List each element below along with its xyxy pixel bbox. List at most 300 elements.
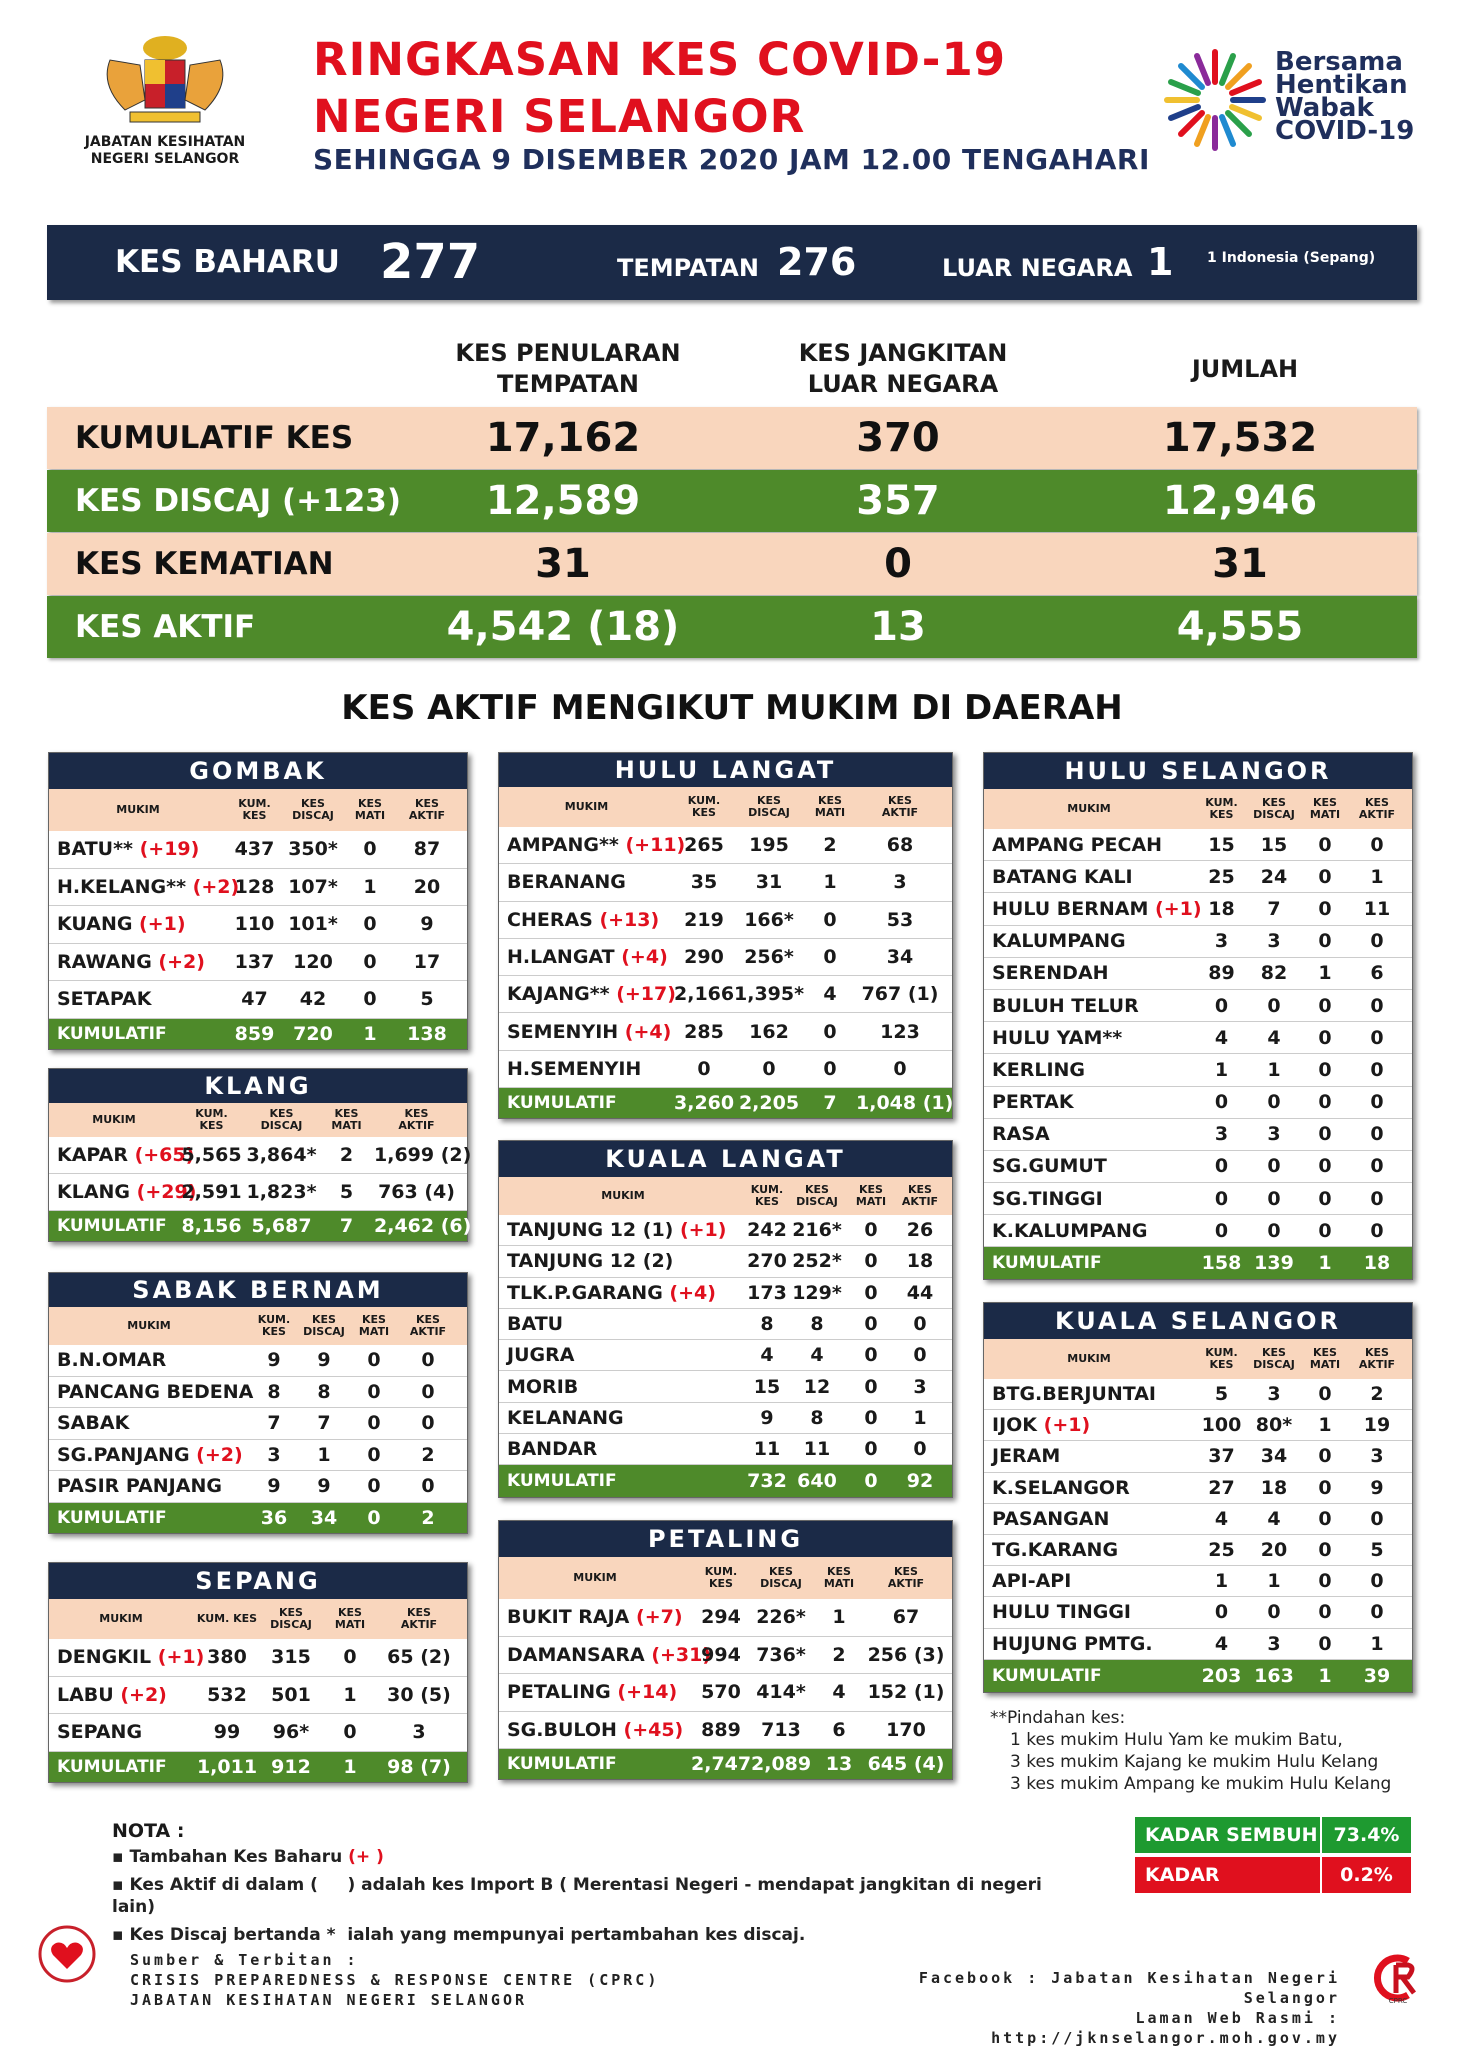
cell-value: 110 xyxy=(234,913,275,936)
cell-value: 0 xyxy=(1370,833,1384,856)
cell-value: 8 xyxy=(317,1380,331,1403)
cell-value: 2,591 xyxy=(181,1181,242,1203)
cell-value: 1 xyxy=(832,1606,846,1629)
table-row xyxy=(49,944,467,982)
cell-value: 2,166 xyxy=(674,983,735,1006)
cell-value: 17 xyxy=(413,950,441,973)
luar-negara-note: 1 Indonesia (Sepang) xyxy=(1207,250,1376,266)
cell-value: 0 xyxy=(367,1349,381,1372)
cell-value: 7 xyxy=(267,1412,281,1435)
cell-value: 0 xyxy=(1214,1187,1229,1210)
cell-value: 101* xyxy=(288,913,338,936)
col-header-luar: KES JANGKITAN LUAR NEGARA xyxy=(798,339,1008,398)
total-value: 859 xyxy=(234,1022,275,1045)
cell-value: 0 xyxy=(367,1443,381,1466)
coat-of-arms-icon xyxy=(90,30,240,130)
mukim-name: H.LANGAT (+4) xyxy=(507,946,668,969)
cell-value: 7 xyxy=(317,1412,331,1435)
cell-value: 1 xyxy=(1370,1632,1384,1655)
sepang-title: SEPANG xyxy=(49,1563,467,1599)
cell-value: 0 xyxy=(1318,1507,1332,1530)
table-row xyxy=(499,864,952,901)
cell-value: 0 xyxy=(864,1281,878,1304)
cell-value: 1 xyxy=(317,1443,331,1466)
dept-line-2: NEGERI SELANGOR xyxy=(90,151,240,167)
table-petaling xyxy=(498,1520,953,1780)
total-value: 158 xyxy=(1201,1252,1242,1275)
cell-value: 0 xyxy=(823,1057,837,1080)
total-value: 732 xyxy=(747,1470,787,1493)
table-row xyxy=(49,831,467,869)
mukim-name: SG.BULOH (+45) xyxy=(507,1718,684,1741)
total-value: 2,205 xyxy=(738,1092,800,1115)
cell-value: 4 xyxy=(1214,1026,1229,1049)
total-value: 7 xyxy=(339,1215,354,1237)
cell-value: 0 xyxy=(1318,1601,1332,1624)
col-header-tempatan: KES PENULARAN TEMPATAN xyxy=(455,339,681,398)
cell-value: 3 xyxy=(1267,1383,1281,1406)
rates-box xyxy=(1135,1817,1411,1922)
cell-value: 294 xyxy=(701,1606,741,1629)
cell-value: 242 xyxy=(747,1219,787,1242)
new-cases-increment: (+1) xyxy=(1037,1414,1091,1437)
table-row xyxy=(984,1215,1412,1247)
cell-value: 24 xyxy=(1260,865,1288,888)
table-row xyxy=(499,902,952,939)
new-cases-increment: (+1) xyxy=(673,1219,727,1242)
new-cases-increment: (+14) xyxy=(610,1681,678,1704)
cell-value: 1 xyxy=(1267,1058,1281,1081)
klang-col-headers: MUKIM KUM. KES KES DISCAJ KES MATI KES AKTIF xyxy=(49,1103,467,1137)
cell-value: 37 xyxy=(1208,1445,1235,1468)
table-row xyxy=(499,1013,952,1050)
mukim-name: HULU BERNAM (+1) xyxy=(992,897,1202,920)
kualalangat-col-headers: MUKIM KUM. KES KES DISCAJ KES MATI KES AKTIF xyxy=(499,1177,952,1215)
table-row xyxy=(984,1410,1412,1441)
cell-value: 65 (2) xyxy=(387,1646,451,1669)
table-row xyxy=(499,976,952,1013)
cell-value: 1,395* xyxy=(734,983,805,1006)
cell-value: 162 xyxy=(749,1020,789,1043)
new-cases-increment: (+19) xyxy=(132,838,200,861)
cell-value: 0 xyxy=(1318,1058,1332,1081)
cell-value: 6 xyxy=(832,1718,846,1741)
table-row xyxy=(499,827,952,864)
cell-value: 2 xyxy=(1370,1383,1384,1406)
mukim-name: BULUH TELUR xyxy=(992,994,1139,1017)
cell-value: 0 xyxy=(1318,994,1332,1017)
cell-value: 0 xyxy=(864,1438,878,1461)
cell-value: 256 (3) xyxy=(867,1643,945,1666)
mukim-name: KAPAR (+65) xyxy=(57,1144,195,1166)
kes-baharu-label: KES BAHARU xyxy=(115,244,340,280)
cell-value: 0 xyxy=(1214,1155,1229,1178)
cell-value: 994 xyxy=(701,1643,741,1666)
cell-value: 82 xyxy=(1260,962,1288,985)
col-header-jumlah: JUMLAH xyxy=(1191,355,1299,383)
gombak-title: GOMBAK xyxy=(49,753,467,789)
cell-value: 252* xyxy=(792,1250,842,1273)
cell-value: 0 xyxy=(363,988,377,1011)
mukim-name: H.SEMENYIH xyxy=(507,1057,642,1080)
mukim-name: PASANGAN xyxy=(992,1507,1110,1530)
mukim-name: SG.GUMUT xyxy=(992,1155,1107,1178)
table-row xyxy=(984,1535,1412,1566)
table-row xyxy=(49,981,467,1019)
cell-value: 3 xyxy=(1370,1445,1384,1468)
total-value: 138 xyxy=(407,1022,447,1045)
mukim-name: HULU TINGGI xyxy=(992,1601,1131,1624)
cell-value: 3,864* xyxy=(246,1144,317,1166)
cell-value: 18 xyxy=(906,1250,934,1273)
cell-value: 9 xyxy=(317,1475,331,1498)
cell-value: 1 xyxy=(1214,1570,1229,1593)
table-total-row xyxy=(984,1660,1412,1692)
mukim-name: B.N.OMAR xyxy=(57,1349,167,1372)
footer-links: Facebook : Jabatan Kesihatan Negeri Selangor Laman Web Rasmi : http://jknselangor.moh.gov.my xyxy=(918,1969,1340,2047)
total-value: 7 xyxy=(823,1092,837,1115)
table-row xyxy=(49,1440,467,1472)
cell-value: 0 xyxy=(1267,1091,1281,1114)
cell-value: 0 xyxy=(1267,994,1281,1017)
total-value: 1 xyxy=(1318,1252,1332,1275)
cell-value: 3 xyxy=(1267,1632,1281,1655)
table-kuala-selangor xyxy=(983,1302,1413,1693)
cell-value: 89 xyxy=(1208,962,1235,985)
mukim-name: KAJANG** (+17) xyxy=(507,983,676,1006)
table-row xyxy=(49,1137,472,1174)
cell-value: 4 xyxy=(1267,1026,1281,1049)
cell-value: 0 xyxy=(1214,1091,1229,1114)
mukim-name: BATU** (+19) xyxy=(57,838,200,861)
cell-value: 0 xyxy=(1370,1601,1384,1624)
cell-value: 96* xyxy=(272,1721,310,1744)
cell-value: 1 xyxy=(913,1406,927,1429)
cell-value: 0 xyxy=(1318,1570,1332,1593)
total-label: KUMULATIF xyxy=(57,1507,167,1528)
cell-value: 736* xyxy=(756,1643,806,1666)
cell-value: 166* xyxy=(744,908,794,931)
table-total-row xyxy=(49,1503,467,1533)
cell-value: 8 xyxy=(267,1380,281,1403)
cell-value: 0 xyxy=(762,1057,776,1080)
new-cases-increment: (+29) xyxy=(130,1181,197,1203)
table-row xyxy=(499,1674,952,1712)
table-row xyxy=(984,861,1412,893)
table-row xyxy=(984,958,1412,990)
cell-value: 3 xyxy=(1267,1123,1281,1146)
cell-value: 0 xyxy=(1318,865,1332,888)
mukim-name: DENGKIL (+1) xyxy=(57,1646,205,1669)
cell-value: 1,823* xyxy=(246,1181,317,1203)
total-value: 645 (4) xyxy=(867,1753,945,1775)
table-total-row xyxy=(49,1019,467,1049)
nota-line-2: ▪ Kes Aktif di dalam ( ) adalah kes Import B ( Merentasi Negeri - mendapat jangkitan di negeri lain) xyxy=(112,1875,1042,1917)
cell-value: 0 xyxy=(367,1475,381,1498)
mukim-name: PASIR PANJANG xyxy=(57,1475,222,1498)
mukim-name: SEPANG xyxy=(57,1721,143,1744)
total-value: 2,747 xyxy=(691,1753,752,1775)
cell-value: 315 xyxy=(271,1646,311,1669)
cell-value: 0 xyxy=(1318,1155,1332,1178)
cell-value: 0 xyxy=(1267,1155,1281,1178)
cell-value: 19 xyxy=(1363,1414,1391,1437)
cell-value: 120 xyxy=(293,950,333,973)
cell-value: 3 xyxy=(1214,930,1229,953)
cell-value: 5 xyxy=(339,1181,354,1203)
table-row xyxy=(499,939,952,976)
cell-value: 0 xyxy=(1318,1187,1332,1210)
kualaselangor-title: KUALA SELANGOR xyxy=(984,1303,1412,1339)
mukim-name: TLK.P.GARANG (+4) xyxy=(507,1281,716,1304)
cell-value: 290 xyxy=(684,946,724,969)
new-cases-increment: (+17) xyxy=(609,983,676,1006)
cell-value: 4 xyxy=(1214,1632,1229,1655)
mukim-name: KERLING xyxy=(992,1058,1086,1081)
total-value: 912 xyxy=(271,1755,311,1778)
kadar-sembuh: KADAR SEMBUH 73.4% xyxy=(1135,1817,1411,1853)
total-value: 163 xyxy=(1254,1664,1294,1687)
nota-line-3: ▪ Kes Discaj bertanda * ialah yang mempunyai pertambahan kes discaj. xyxy=(112,1925,806,1945)
cell-value: 0 xyxy=(1370,1026,1384,1049)
table-row xyxy=(984,1566,1412,1597)
cell-value: 1 xyxy=(1318,1414,1332,1437)
table-total-row xyxy=(499,1465,952,1497)
hululangat-col-headers: MUKIM KUM. KES KES DISCAJ KES MATI KES AKTIF xyxy=(499,787,952,827)
mukim-name: LABU (+2) xyxy=(57,1683,167,1706)
nota-title: NOTA : xyxy=(112,1820,185,1842)
mukim-name: BANDAR xyxy=(507,1438,598,1461)
cell-value: 25 xyxy=(1208,1539,1235,1562)
new-cases-increment: (+1) xyxy=(151,1646,205,1669)
cell-value: 9 xyxy=(1370,1476,1384,1499)
cell-value: 0 xyxy=(1318,1383,1332,1406)
total-value: 139 xyxy=(1254,1252,1294,1275)
new-cases-increment: (+45) xyxy=(616,1718,684,1741)
new-cases-increment: (+1) xyxy=(132,913,186,936)
campaign-text: Bersama Hentikan Wabak COVID-19 xyxy=(1275,47,1415,146)
cell-value: 44 xyxy=(906,1281,934,1304)
total-value: 5,687 xyxy=(251,1215,312,1237)
cell-value: 6 xyxy=(1370,962,1384,985)
mukim-name: TANJUNG 12 (2) xyxy=(507,1250,674,1273)
kualaselangor-col-headers: MUKIM KUM. KES KES DISCAJ KES MATI KES AKTIF xyxy=(984,1339,1412,1379)
new-cases-increment: (+4) xyxy=(662,1281,716,1304)
cell-value: 2 xyxy=(339,1144,354,1166)
mukim-name: IJOK (+1) xyxy=(992,1414,1091,1437)
mukim-name: JUGRA xyxy=(507,1344,575,1367)
table-row xyxy=(984,1119,1412,1151)
cell-value: 3 xyxy=(893,871,907,894)
mukim-name: SABAK xyxy=(57,1412,130,1435)
new-cases-increment: (+7) xyxy=(629,1606,683,1629)
cell-value: 216* xyxy=(792,1219,842,1242)
cell-value: 0 xyxy=(1318,1026,1332,1049)
cell-value: 53 xyxy=(886,908,914,931)
cell-value: 0 xyxy=(864,1313,878,1336)
total-value: 8,156 xyxy=(181,1215,242,1237)
new-cases-increment: (+4) xyxy=(614,946,668,969)
cell-value: 0 xyxy=(421,1412,435,1435)
summary-row-kematian: KES KEMATIAN 31 0 31 xyxy=(47,533,1417,595)
dept-line-1: JABATAN KESIHATAN xyxy=(84,134,246,150)
cell-value: 0 xyxy=(1370,1507,1384,1530)
table-klang xyxy=(48,1068,472,1242)
total-value: 18 xyxy=(1363,1252,1391,1275)
cell-value: 15 xyxy=(1260,833,1288,856)
tempatan-value: 276 xyxy=(777,240,857,284)
cell-value: 47 xyxy=(241,988,268,1011)
cell-value: 0 xyxy=(1267,1187,1281,1210)
table-sepang xyxy=(48,1562,468,1783)
table-row xyxy=(49,869,467,907)
cell-value: 1 xyxy=(1370,865,1384,888)
table-row xyxy=(499,1637,952,1675)
cell-value: 219 xyxy=(684,908,724,931)
new-cases-increment: (+11) xyxy=(618,834,686,857)
cell-value: 68 xyxy=(886,834,914,857)
total-value: 720 xyxy=(293,1022,333,1045)
total-value: 36 xyxy=(260,1506,288,1529)
cell-value: 1 xyxy=(1214,1058,1229,1081)
mukim-name: API-API xyxy=(992,1570,1072,1593)
new-cases-increment: (+13) xyxy=(592,908,660,931)
mukim-name: AMPANG** (+11) xyxy=(507,834,686,857)
table-row xyxy=(984,1151,1412,1183)
heart-seal-icon xyxy=(38,1925,96,1983)
mukim-name: KELANANG xyxy=(507,1406,624,1429)
cell-value: 9 xyxy=(420,913,434,936)
cell-value: 3 xyxy=(412,1721,426,1744)
total-label: KUMULATIF xyxy=(507,1754,617,1774)
sunburst-icon xyxy=(1160,45,1270,155)
ministry-logo xyxy=(38,1925,96,1983)
cell-value: 4 xyxy=(1214,1507,1229,1530)
gombak-col-headers: MUKIM KUM. KES KES DISCAJ KES MATI KES AKTIF xyxy=(49,789,467,831)
cell-value: 0 xyxy=(1370,1123,1384,1146)
table-row xyxy=(499,1051,952,1088)
table-total-row xyxy=(49,1752,467,1782)
cell-value: 0 xyxy=(363,838,377,861)
table-row xyxy=(499,1246,952,1277)
cell-value: 9 xyxy=(267,1349,281,1372)
cell-value: 9 xyxy=(760,1406,774,1429)
table-row xyxy=(984,1441,1412,1472)
cell-value: 0 xyxy=(343,1721,357,1744)
luar-negara-label: LUAR NEGARA xyxy=(942,254,1133,282)
cell-value: 15 xyxy=(1208,833,1235,856)
cell-value: 11 xyxy=(803,1438,831,1461)
table-hulu-langat xyxy=(498,752,953,1119)
cell-value: 0 xyxy=(823,946,837,969)
total-label: KUMULATIF xyxy=(57,1756,167,1777)
cell-value: 0 xyxy=(1370,1570,1384,1593)
cell-value: 226* xyxy=(756,1606,806,1629)
mukim-name: TG.KARANG xyxy=(992,1539,1119,1562)
table-gombak xyxy=(48,752,468,1050)
mukim-name: BTG.BERJUNTAI xyxy=(992,1383,1157,1406)
cell-value: 889 xyxy=(701,1718,741,1741)
cell-value: 7 xyxy=(1267,897,1281,920)
cell-value: 437 xyxy=(234,838,275,861)
table-row xyxy=(49,1714,467,1752)
footer-source: Sumber & Terbitan : CRISIS PREPAREDNESS & RESPONSE CENTRE (CPRC) JABATAN KESIHATAN NEGERI SELANGOR xyxy=(130,1951,660,2009)
table-row xyxy=(499,1371,952,1402)
cell-value: 0 xyxy=(1267,1601,1281,1624)
mukim-name: K.KALUMPANG xyxy=(992,1219,1148,1242)
cell-value: 4 xyxy=(810,1344,824,1367)
total-label: KUMULATIF xyxy=(57,1023,167,1044)
table-row xyxy=(49,1345,467,1377)
cell-value: 87 xyxy=(413,838,441,861)
cell-value: 0 xyxy=(1318,1445,1332,1468)
mukim-name: RAWANG (+2) xyxy=(57,950,205,973)
table-total-row xyxy=(49,1211,472,1241)
table-row xyxy=(984,1183,1412,1215)
table-row xyxy=(49,1174,467,1211)
cell-value: 0 xyxy=(913,1344,927,1367)
table-row xyxy=(984,1504,1412,1535)
total-value: 13 xyxy=(825,1753,853,1775)
mukim-name: KALUMPANG xyxy=(992,930,1126,953)
cell-value: 128 xyxy=(234,875,275,898)
table-row xyxy=(984,1597,1412,1628)
cell-value: 0 xyxy=(1318,833,1332,856)
cell-value: 34 xyxy=(1260,1445,1288,1468)
table-row xyxy=(499,1309,952,1340)
mukim-name: MORIB xyxy=(507,1375,579,1398)
cell-value: 11 xyxy=(753,1438,781,1461)
cell-value: 1 xyxy=(1267,1570,1281,1593)
luar-negara-value: 1 xyxy=(1147,240,1174,284)
cell-value: 0 xyxy=(1370,1091,1384,1114)
cell-value: 0 xyxy=(913,1438,927,1461)
total-value: 2,089 xyxy=(751,1753,812,1775)
cell-value: 0 xyxy=(1318,930,1332,953)
cell-value: 4 xyxy=(823,983,837,1006)
total-value: 2,462 (6) xyxy=(374,1215,472,1237)
total-label: KUMULATIF xyxy=(57,1216,167,1236)
cell-value: 0 xyxy=(1214,1219,1229,1242)
petaling-col-headers: MUKIM KUM. KES KES DISCAJ KES MATI KES AKTIF xyxy=(499,1557,952,1599)
total-value: 2 xyxy=(421,1506,435,1529)
table-row xyxy=(499,1434,952,1465)
cell-value: 123 xyxy=(880,1020,920,1043)
total-label: KUMULATIF xyxy=(992,1665,1102,1686)
cell-value: 270 xyxy=(747,1250,787,1273)
mukim-name: BATU xyxy=(507,1313,564,1336)
table-total-row xyxy=(499,1749,952,1779)
total-value: 640 xyxy=(797,1470,837,1493)
table-row xyxy=(984,1379,1412,1410)
cell-value: 0 xyxy=(1318,1539,1332,1562)
mukim-name: HUJUNG PMTG. xyxy=(992,1632,1153,1655)
total-value: 1,048 (1) xyxy=(856,1092,954,1115)
new-cases-increment: (+2) xyxy=(189,1443,243,1466)
cell-value: 0 xyxy=(421,1380,435,1403)
total-value: 0 xyxy=(864,1470,878,1493)
nota-section xyxy=(112,1820,1072,1946)
hululangat-title: HULU LANGAT xyxy=(499,753,952,787)
cell-value: 4 xyxy=(1267,1507,1281,1530)
table-row xyxy=(499,1403,952,1434)
total-value: 98 (7) xyxy=(387,1755,451,1778)
table-row xyxy=(984,893,1412,925)
cell-value: 0 xyxy=(823,908,837,931)
cell-value: 0 xyxy=(1370,1219,1384,1242)
cell-value: 0 xyxy=(864,1344,878,1367)
mukim-name: BATANG KALI xyxy=(992,865,1133,888)
